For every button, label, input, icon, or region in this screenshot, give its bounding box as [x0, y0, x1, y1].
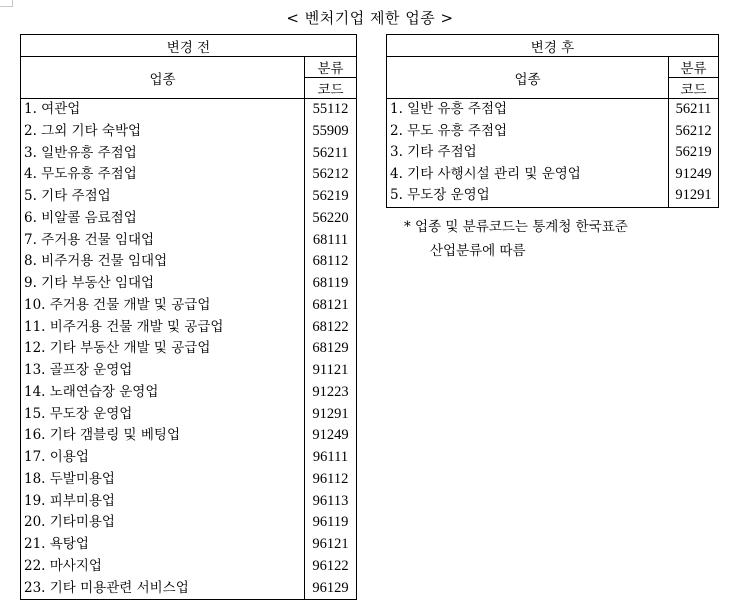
corner-crop-mark [0, 0, 13, 7]
before-classification-code: 96122 [312, 557, 349, 574]
before-classification-code: 96129 [312, 579, 349, 596]
before-industry-name: 10. 주거용 건물 개발 및 공급업 [24, 296, 211, 313]
before-change-table [20, 34, 357, 600]
before-classification-code: 68121 [312, 296, 349, 313]
after-classification-code: 91249 [675, 165, 712, 182]
before-industry-column-header: 업종 [21, 57, 305, 99]
before-classification-code: 55112 [312, 101, 349, 117]
before-classification-code: 68112 [312, 253, 349, 270]
before-classification-code: 56211 [312, 144, 349, 161]
before-code-list [305, 99, 357, 600]
document-title: < 벤처기업 제한 업종 > [286, 9, 454, 27]
after-classification-code: 91291 [675, 187, 712, 204]
before-classification-code: 96119 [312, 514, 349, 531]
before-industry-name: 1. 여관업 [24, 101, 81, 117]
before-industry-name: 14. 노래연습장 운영업 [24, 383, 159, 400]
before-classification-code: 68122 [312, 318, 349, 335]
before-industry-name: 19. 피부미용업 [24, 492, 115, 509]
before-industry-name: 16. 기타 갬블링 및 베팅업 [24, 427, 181, 444]
after-code-column-header-line2: 코드 [669, 78, 719, 99]
after-table-header: 변경 후 [387, 35, 719, 57]
before-industry-name: 13. 골프장 운영업 [24, 362, 133, 378]
after-classification-code: 56212 [675, 122, 712, 139]
footnote-line-1: * 업종 및 분류코드는 통계청 한국표준 [404, 219, 628, 235]
before-classification-code: 91249 [312, 427, 349, 444]
before-classification-code: 96111 [312, 449, 349, 465]
before-table-header: 변경 전 [21, 35, 357, 57]
after-classification-code: 56219 [675, 144, 712, 161]
after-code-list [669, 99, 719, 208]
before-industry-name: 21. 욕탕업 [24, 536, 89, 552]
before-classification-code: 96112 [312, 470, 349, 487]
footnote [404, 215, 734, 263]
before-industry-name: 9. 기타 부동산 임대업 [24, 275, 155, 291]
before-industry-list [21, 99, 305, 600]
before-industry-name: 4. 무도유흥 주점업 [24, 166, 137, 183]
before-classification-code: 91291 [312, 405, 349, 422]
before-classification-code: 55909 [312, 122, 349, 139]
before-classification-code: 96121 [312, 536, 349, 552]
after-industry-name: 2. 무도 유흥 주점업 [390, 122, 508, 139]
before-industry-name: 7. 주거용 건물 임대업 [24, 231, 155, 248]
before-industry-name: 5. 기타 주점업 [24, 188, 111, 204]
before-industry-name: 23. 기타 미용관련 서비스업 [24, 579, 189, 596]
before-industry-name: 17. 이용업 [24, 449, 89, 465]
before-industry-name: 11. 비주거용 건물 개발 및 공급업 [24, 318, 224, 335]
before-industry-name: 20. 기타미용업 [24, 514, 115, 531]
before-classification-code: 56220 [312, 209, 349, 226]
after-industry-name: 5. 무도장 운영업 [390, 187, 490, 204]
before-classification-code: 56219 [312, 188, 349, 204]
footnote-line-2: 산업분류에 따름 [430, 243, 526, 259]
before-classification-code: 91121 [312, 362, 349, 378]
before-industry-name: 8. 비주거용 건물 임대업 [24, 253, 168, 270]
after-change-table [386, 34, 719, 208]
before-industry-name: 22. 마사지업 [24, 557, 102, 574]
after-code-column-header-line1: 분류 [669, 57, 719, 78]
before-industry-name: 2. 그외 기타 숙박업 [24, 122, 142, 139]
before-code-column-header-line2: 코드 [305, 78, 357, 99]
before-industry-name: 3. 일반유흥 주점업 [24, 144, 137, 161]
after-industry-name: 4. 기타 사행시설 관리 및 운영업 [390, 165, 581, 182]
before-classification-code: 68129 [312, 340, 349, 357]
after-industry-name: 3. 기타 주점업 [390, 144, 477, 161]
before-industry-name: 6. 비알콜 음료점업 [24, 209, 137, 226]
after-industry-column-header: 업종 [387, 57, 669, 99]
before-classification-code: 68119 [312, 275, 349, 291]
before-industry-name: 12. 기타 부동산 개발 및 공급업 [24, 340, 211, 357]
after-industry-name: 1. 일반 유흥 주점업 [390, 101, 508, 117]
before-classification-code: 56212 [312, 166, 349, 183]
before-industry-name: 15. 무도장 운영업 [24, 405, 133, 422]
after-classification-code: 56211 [675, 101, 712, 117]
after-industry-list [387, 99, 669, 208]
before-classification-code: 96113 [312, 492, 349, 509]
before-classification-code: 68111 [312, 231, 349, 248]
before-industry-name: 18. 두발미용업 [24, 470, 115, 487]
before-code-column-header-line1: 분류 [305, 57, 357, 78]
before-classification-code: 91223 [312, 383, 349, 400]
